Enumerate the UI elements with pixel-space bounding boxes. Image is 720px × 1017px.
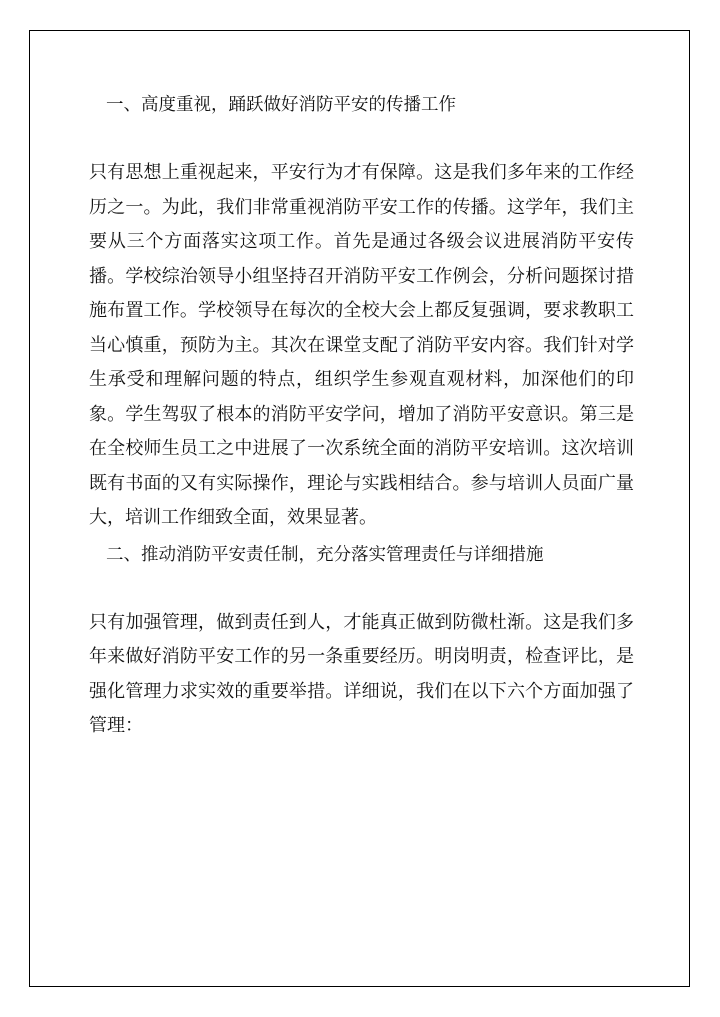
section-1-paragraph: 只有思想上重视起来，平安行为才有保障。这是我们多年来的工作经历之一。为此，我们非常重视消防平安工作的传播。这学年，我们主要从三个方面落实这项工作。首先是通过各级会议进展消防平安传播。学校综治领导小组坚持召开消防平安工作例会，分析问题探讨措施布置工作。学校领导在每次的全校大会上都反复强调，要求教职工当心慎重，预防为主。其次在课堂支配了消防平安内容。我们针对学生承受和理解问题的特点，组织学生参观直观材料，加深他们的印象。学生驾驭了根本的消防平安学问，增加了消防平安意识。第三是在全校师生员工之中进展了一次系统全面的消防平安培训。这次培训既有书面的又有实际操作，理论与实践相结合。参与培训人员面广量大，培训工作细致全面，效果显著。 [89,162,634,528]
document-body [89,86,634,744]
section-2-paragraph: 只有加强管理，做到责任到人，才能真正做到防微杜渐。这是我们多年来做好消防平安工作的另一条重要经历。明岗明责，检查评比，是强化管理力求实效的重要举措。详细说，我们在以下六个方面加强了管理： [89,611,634,736]
spacer [89,574,634,606]
spacer [89,124,634,156]
section-2-heading: 二、推动消防平安责任制，充分落实管理责任与详细措施 [106,544,544,565]
section-1-heading: 一、高度重视，踊跃做好消防平安的传播工作 [106,95,456,115]
